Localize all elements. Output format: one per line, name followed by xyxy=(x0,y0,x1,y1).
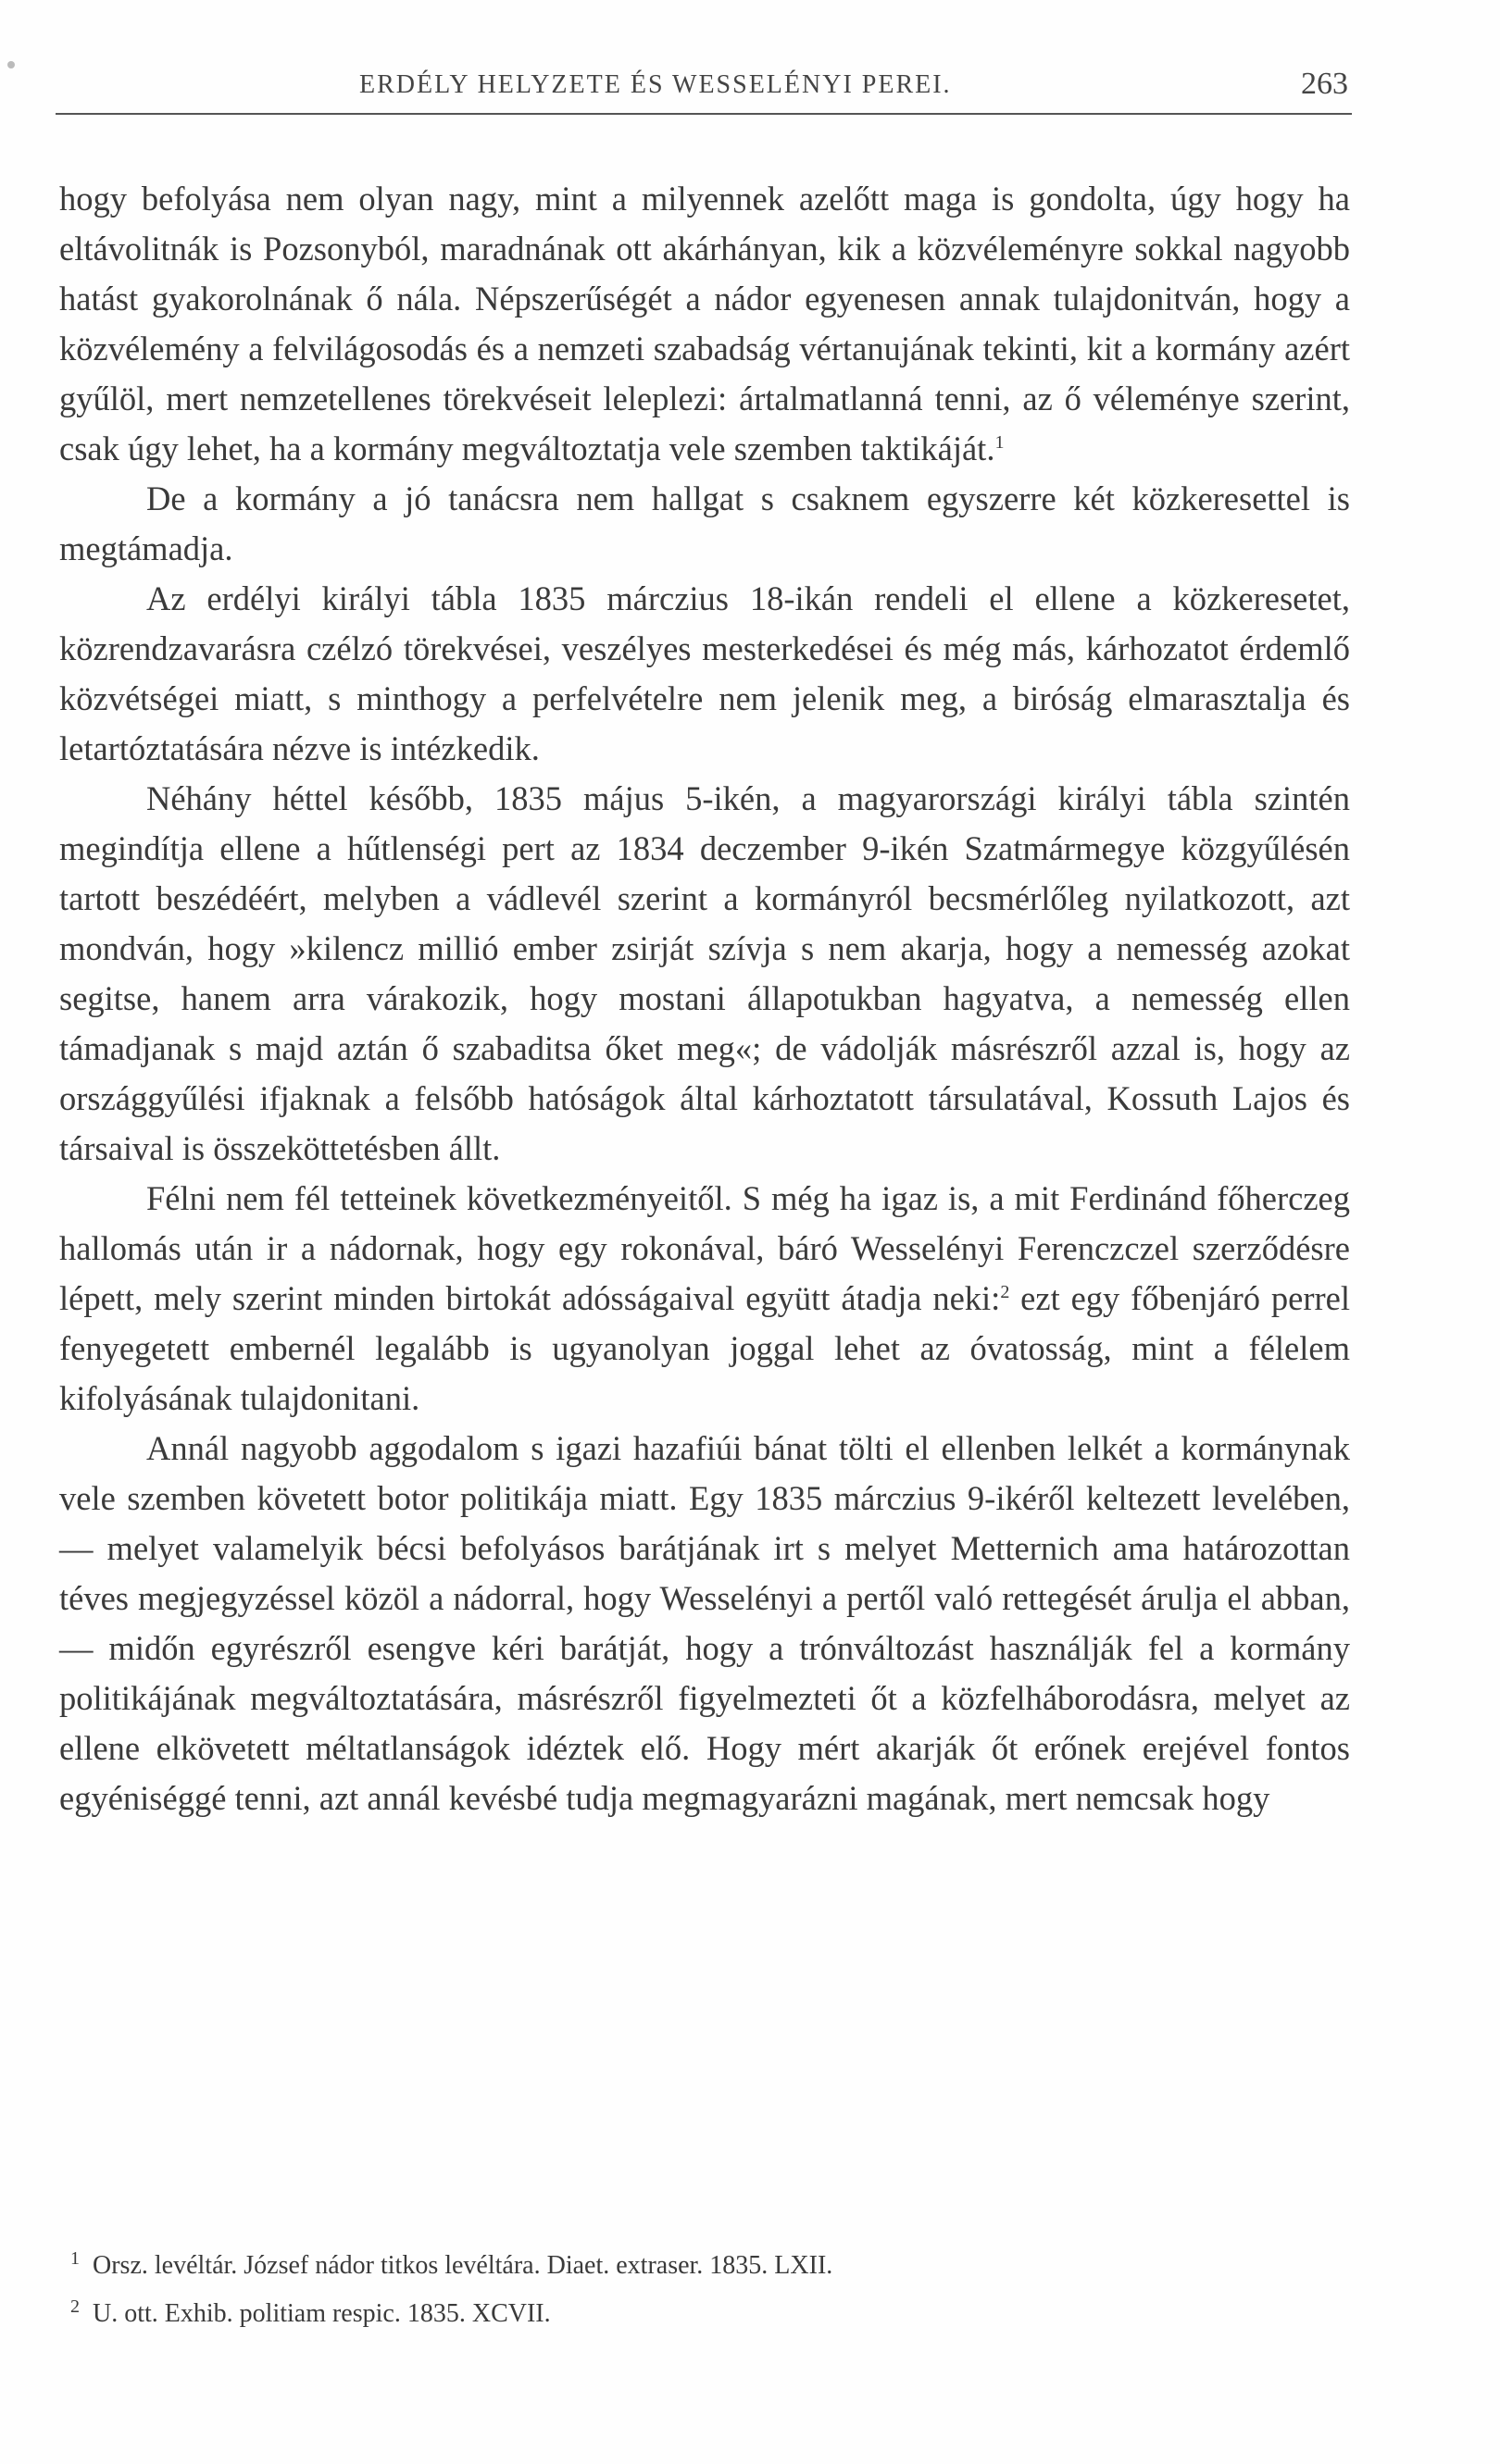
paragraph-text: Az erdélyi királyi tábla 1835 márczius 18-ikán rendeli el ellene a közkeresetet, közrendzavarásra czélzó törekvései, veszélyes mesterkedései és még más, kárhozatot érdemlő közvétségei miatt, s minthogy a perfelvételre nem jelenik meg, a biróság elmarasztalja és letartóztatására nézve is intézkedik. xyxy=(59,579,1350,767)
footnote xyxy=(59,2242,1350,2290)
page-header xyxy=(56,67,1352,115)
paragraph xyxy=(59,474,1350,574)
footnote-mark: 1 xyxy=(70,2248,80,2269)
running-title: ERDÉLY HELYZETE ÉS WESSELÉNYI PEREI. xyxy=(359,70,952,99)
footnote xyxy=(59,2290,1350,2338)
paragraph-text: hogy befolyása nem olyan nagy, mint a milyennek azelőtt maga is gondolta, úgy hogy ha eltávolitnák is Pozsonyból, maradnának ott akárhányan, kik a közvéleményre sokkal nagyobb hatást gyakorolnának ő nála. Népszerűségét a nádor egyenesen annak tulajdonitván, hogy a közvélemény a felvilágosodás és a nemzeti szabadság vértanujának tekinti, kit a kormány azért gyűlöl, mert nemzetellenes törekvéseit leleplezi: ártalmatlanná tenni, az ő véleménye szerint, csak úgy lehet, ha a kormány megváltoztatja vele szemben taktikáját. xyxy=(59,180,1350,467)
paragraph-text: Annál nagyobb aggodalom s igazi hazafiúi bánat tölti el ellenben lelkét a kormánynak vele szemben követett botor politikája miatt. Egy 1835 márczius 9-ikéről keltezett levelében, — melyet valamelyik bécsi befolyásos barátjának irt s melyet Metternich ama határozottan téves megjegyzéssel közöl a nádorral, hogy Wesselényi a pertől való rettegését árulja el abban, — midőn egyrészről esengve kéri barátját, hogy a trónváltozást használják fel a kormány politikájának megváltoztatására, másrészről figyelmezteti őt a közfelháborodásra, melyet az ellene elkövetett méltatlanságok idéztek elő. Hogy mért akarják őt erőnek erejével fontos egyéniséggé tenni, azt annál kevésbé tudja megmagyarázni magának, mert nemcsak hogy xyxy=(59,1429,1350,1817)
footnote-ref: 2 xyxy=(1000,1281,1010,1302)
main-text xyxy=(59,174,1350,1823)
paragraph-text: De a kormány a jó tanácsra nem hallgat s csaknem egyszerre két közkeresettel is megtámadja. xyxy=(59,479,1350,567)
footnote-ref: 1 xyxy=(994,431,1005,453)
paragraph xyxy=(59,1424,1350,1823)
paragraph xyxy=(59,1174,1350,1424)
footnote-text: Orsz. levéltár. József nádor titkos levéltára. Diaet. extraser. 1835. LXII. xyxy=(93,2251,833,2280)
paragraph-text: ezt egy főbenjáró perrel fenyegetett embernél legalább is ugyanolyan joggal lehet az óvatosság, mint a félelem kifolyásának tulajdonitani. xyxy=(59,1279,1350,1417)
paragraph-text: Néhány héttel később, 1835 május 5-ikén, a magyarországi királyi tábla szintén megindítja ellene a hűtlenségi pert az 1834 deczember 9-ikén Szatmármegye közgyűlésén tartott beszédéért, melyben a vádlevél szerint a kormányról becsmérlőleg nyilatkozott, azt mondván, hogy »kilencz millió ember zsirját szívja s nem akarja, hogy a nemesség azokat segitse, hanem arra várakozik, hogy mostani állapotukban hagyatva, a nemesség ellen támadjanak s majd aztán ő szabaditsa őket meg«; de vádolják másrészről azzal is, hogy az országgyűlési ifjaknak a felsőbb hatóságok által kárhoztatott társulatával, Kossuth Lajos és társaival is összeköttetésben állt. xyxy=(59,779,1350,1167)
paragraph xyxy=(59,174,1350,474)
margin-speck xyxy=(7,61,15,68)
page-number: 263 xyxy=(1301,67,1348,101)
paragraph xyxy=(59,774,1350,1174)
footnote-mark: 2 xyxy=(70,2296,80,2317)
paragraph xyxy=(59,574,1350,774)
footnote-text: U. ott. Exhib. politiam respic. 1835. XCVII. xyxy=(93,2299,551,2328)
footnotes xyxy=(59,2242,1350,2338)
paragraph-text: Félni nem fél tetteinek következményeitől. S még ha igaz is, a mit Ferdinánd főherczeg hallomás után ir a nádornak, hogy egy rokonával, báró Wesselényi Ferenczczel szerződésre lépett, mely szerint minden birtokát adósságaival együtt átadja neki: xyxy=(59,1179,1350,1317)
